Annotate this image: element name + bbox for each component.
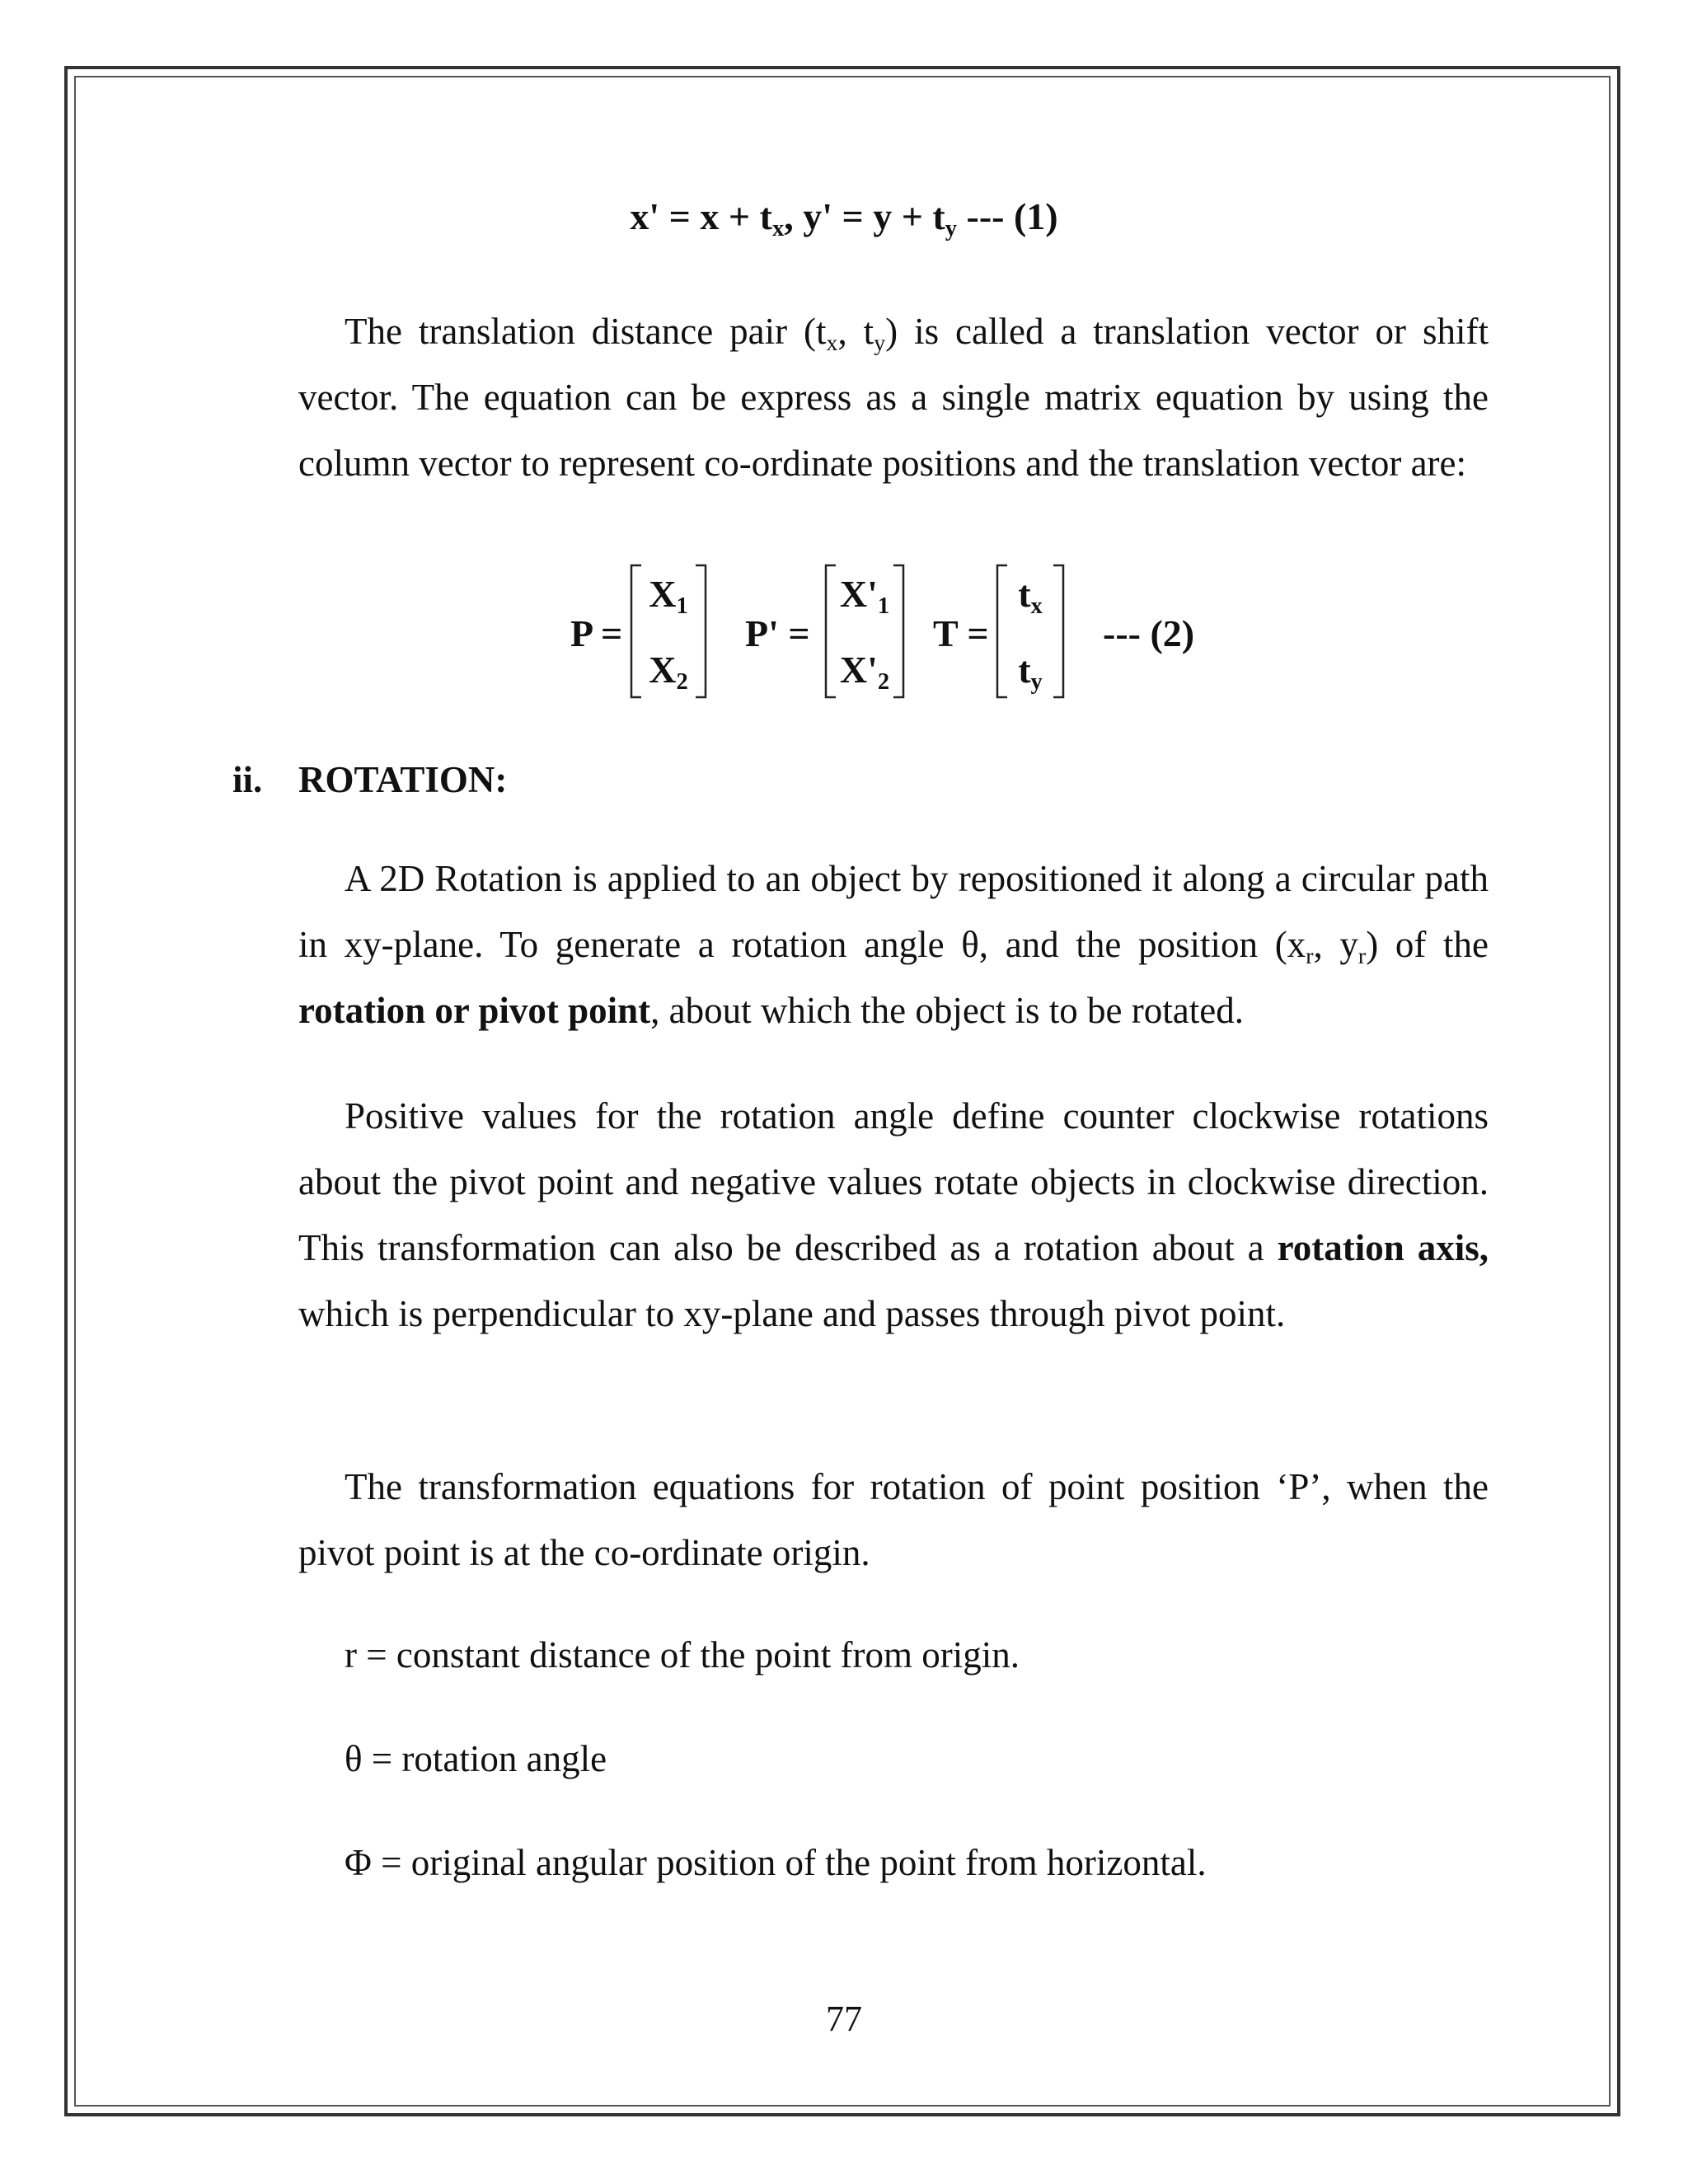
matrix-t-label: T = <box>933 612 989 654</box>
equation-tag-2: --- (2) <box>1103 612 1195 654</box>
definition-r: r = constant distance of the point from origin. <box>345 1634 1020 1675</box>
rotation-equations-paragraph: The transformation equations for rotation of point position ‘P’, when the pivot point is at the co-ordinate origin. <box>298 1466 1489 1573</box>
matrix-p-prime-label: P' = <box>745 612 810 654</box>
page-number: 77 <box>826 1999 862 2039</box>
rotation-direction-paragraph: Positive values for the rotation angle define counter clockwise rotations about the pivot point and negative values rotate objects in clockwise direction. This transformation can also be described as a rotation about a rotation axis, which is perpendicular to xy-plane and passes through pivot point. <box>298 1095 1489 1334</box>
matrix-p-label: P = <box>570 612 623 654</box>
translation-equation: $x' = x + t_x$, $y' = y + t_y$ --- (1) <box>630 195 1058 241</box>
matrix-t: $t_x$ $t_y$ <box>994 562 1067 701</box>
matrix-p-prime: $X'_1$ $X'_2$ <box>823 562 907 701</box>
section-heading-rotation: ii. ROTATION: <box>232 759 508 800</box>
rotation-intro-paragraph: A 2D Rotation is applied to an object by repositioned it along a circular path in xy-plane. To generate a rotation angle θ, and the position ($x_r$, $y_r$) of the rotation or pivot point, about which the object is to be rotated. <box>298 858 1489 1031</box>
matrix-equation <box>0 557 1688 705</box>
definition-theta: θ = rotation angle <box>345 1738 607 1779</box>
definition-phi: Φ = original angular position of the point from horizontal. <box>345 1842 1207 1883</box>
matrix-p: $X_1$ $X_2$ <box>628 562 709 701</box>
translation-vector-paragraph: The translation distance pair ($t_x$, $t_y$) is called a translation vector or shift vector. The equation can be express as a single matrix equation by using the column vector to represent co-ordinate positions and the translation vector are: <box>298 311 1489 484</box>
